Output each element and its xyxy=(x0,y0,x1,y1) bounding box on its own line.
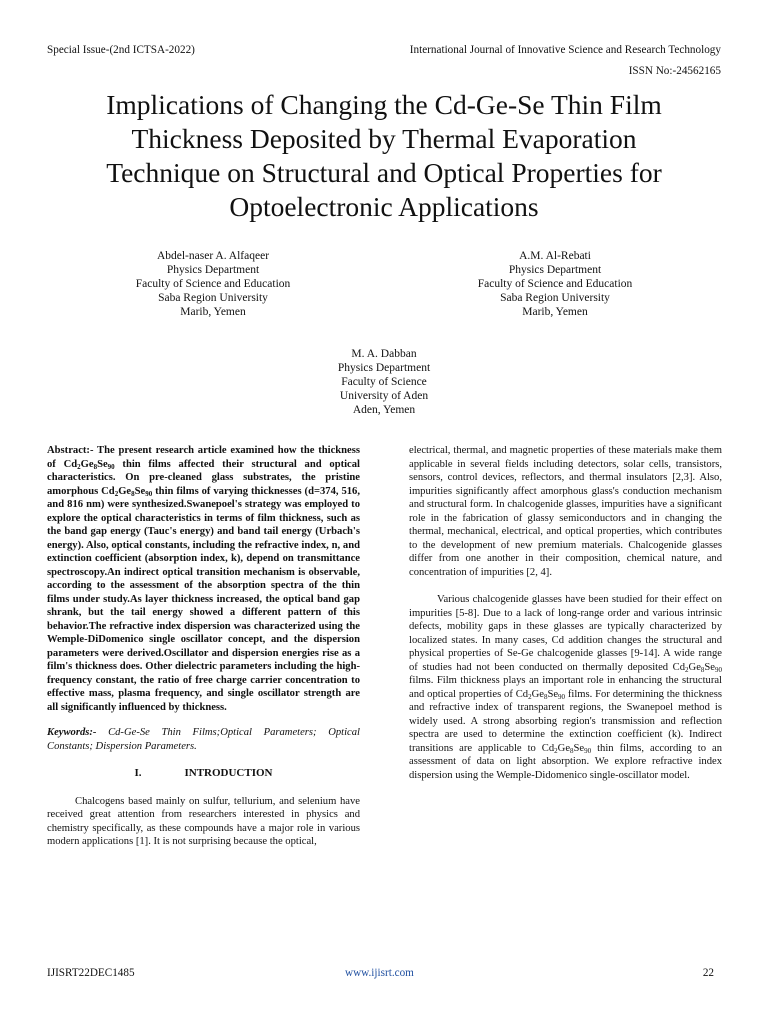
author-location: Marib, Yemen xyxy=(522,306,588,318)
keywords: Keywords:- Cd-Ge-Se Thin Films;Optical Parameters; Optical Constants; Dispersion Parameters. xyxy=(47,727,360,752)
author-university: University of Aden xyxy=(339,390,429,402)
author-location: Marib, Yemen xyxy=(180,306,246,318)
section-title: INTRODUCTION xyxy=(184,767,273,779)
journal-website-link[interactable]: www.ijisrt.com xyxy=(345,967,414,979)
left-column xyxy=(47,444,360,849)
author-university: Saba Region University xyxy=(158,292,268,304)
author-faculty: Faculty of Science and Education xyxy=(135,278,291,290)
author-name: M. A. Dabban xyxy=(351,348,417,360)
issn: ISSN No:-24562165 xyxy=(628,65,721,77)
author-faculty: Faculty of Science and Education xyxy=(477,278,633,290)
author-name: Abdel-naser A. Alfaqeer xyxy=(156,250,270,262)
title-line: Optoelectronic Applications xyxy=(229,191,539,222)
author-block xyxy=(264,347,504,417)
author-university: Saba Region University xyxy=(500,292,610,304)
title-line: Implications of Changing the Cd-Ge-Se Thin Film xyxy=(106,89,662,120)
journal-issue: Special Issue-(2nd ICTSA-2022) xyxy=(47,44,195,56)
body-paragraph: Various chalcogenide glasses have been studied for their effect on impurities [5-8]. Due to a lack of long-range order and various intrinsic defects, mobility gaps in these glasses are typically characterized by localized states. In many cases, Cd addition changes the structural and physical properties of Se-Ge chalcogenide glasses [9-14]. A wide range of studies had not been conducted on thermally deposited $Cd_2Ge_8Se_{90}$ films. Film thickness plays an important role in enhancing the structural and optical properties of $Cd_2Ge_8Se_{90}$ films. For determining the thickness and refractive index of transparent regions, the Swanepoel method is widely used. A strong absorbing region's transmission and reflection spectra are used to determine the extinction coefficient (k). Indirect transitions are applicable to $Cd_2Ge_8Se_{90}$ thin films, according to an assessment of data on light absorption. We explore refractive index dispersion using the Wemple-Didomenico single-oscillator model. xyxy=(409,594,722,781)
author-faculty: Faculty of Science xyxy=(341,376,427,388)
author-block xyxy=(435,249,675,319)
section-number: I. xyxy=(134,767,142,779)
title-line: Technique on Structural and Optical Properties for xyxy=(106,157,662,188)
title-line: Thickness Deposited by Thermal Evaporation xyxy=(131,123,637,154)
author-block xyxy=(93,249,333,319)
journal-name: International Journal of Innovative Science and Research Technology xyxy=(409,44,721,56)
body-paragraph: electrical, thermal, and magnetic properties of these materials make them applicable in several fields including detectors, solar cells, transistors, sensors, control devices, reflectors, and thermal insulators [2,3]. Also, impurities significantly affect amorphous glass's conduction mechanism and structural form. In chalcogenide glasses, impurities have a significant role in the fabrication of glassy semiconductors and in changing the thermal, mechanical, electrical, and optical properties, which contributes to the development of new premium materials. Chalcogenide glasses differ from one another in their composition, chemical nature, and concentration of impurities [2, 4]. xyxy=(409,445,722,578)
paper-title xyxy=(40,88,728,224)
author-dept: Physics Department xyxy=(166,264,260,276)
keywords-label: Keywords:- xyxy=(47,727,97,738)
author-name: A.M. Al-Rebati xyxy=(519,250,591,262)
author-location: Aden, Yemen xyxy=(352,404,416,416)
author-dept: Physics Department xyxy=(508,264,602,276)
right-column xyxy=(409,444,722,782)
intro-paragraph: Chalcogens based mainly on sulfur, tellurium, and selenium have received great attention from researchers interested in physics and chemistry specifically, as these compounds have a major role in various modern applications [1]. It is not surprising because the optical, xyxy=(47,795,360,847)
page-number: 22 xyxy=(702,967,714,979)
author-dept: Physics Department xyxy=(337,362,431,374)
abstract-label: Abstract xyxy=(47,445,87,456)
paper-id: IJISRT22DEC1485 xyxy=(47,967,135,979)
abstract: Abstract:- The present research article examined how the thickness of $Cd_2Ge_8Se_{90}$ thin films affected their structural and optical characteristics. On pre-cleaned glass substrates, the pristine amorphous $Cd_2Ge_8Se_{90}$ thin films of varying thicknesses (d=374, 516, and 816 nm) were synthesized.Swanepoel's strategy was employed to explore the optical characteristics in terms of film thickness, such as the band gap energy (Tauc's energy) and band tail energy (Urbach's energy). Also, optical constants, including the refractive index, n, and extinction coefficient (absorption index, k), depend on transmittance spectroscopy.An indirect optical transition mechanism is observable, according to the assessment of the absorption spectra of the thin films under study.As layer thickness increased, the optical band gap shrank, but the tail energy showed a different pattern of this behavior.The refractive index dispersion was characterized using the Wemple-DiDomenico single oscillator concept, and the dispersion parameters were derived.Oscillator and dispersion energies rise as a film's thickness does. Other dielectric parameters including the high-frequency constant, the ratio of free charge carrier concentration to effective mass, plasma frequency, and single oscillator strength are all significantly influenced by thickness. xyxy=(47,445,361,713)
section-heading xyxy=(47,767,360,781)
